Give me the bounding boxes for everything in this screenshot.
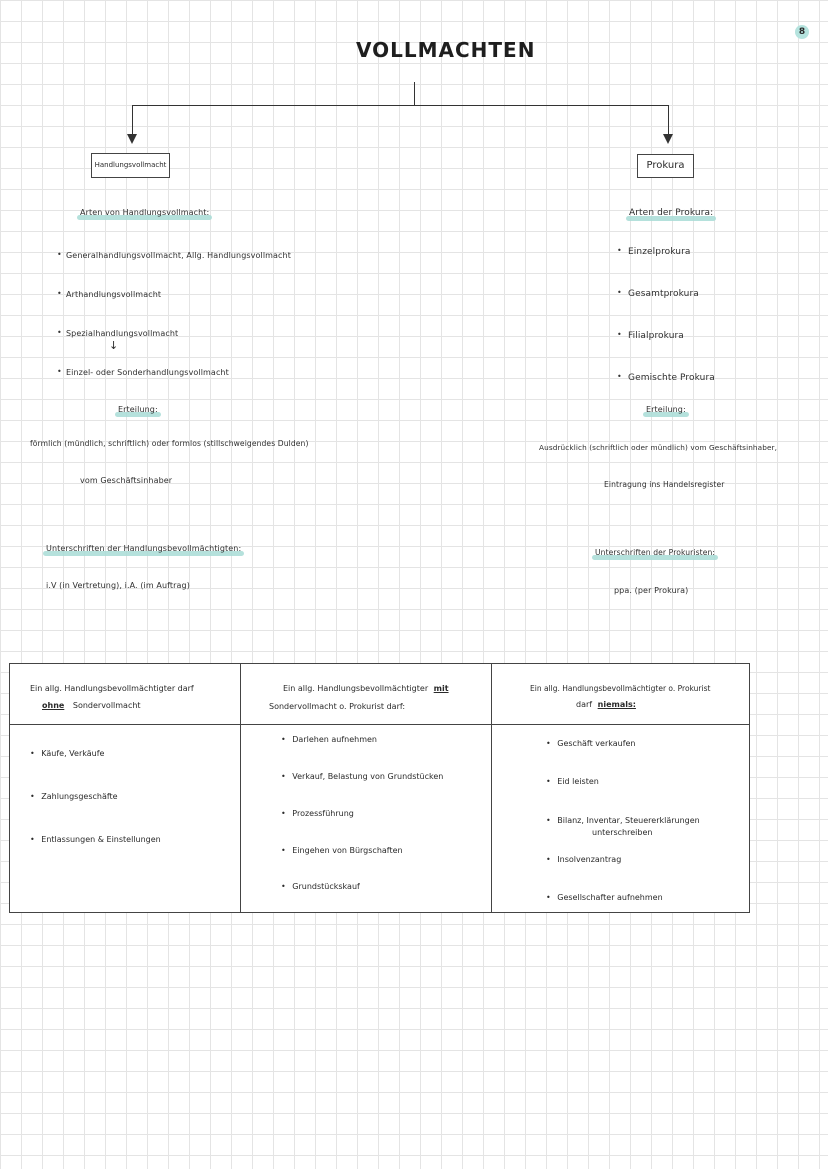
bullet-icon: • bbox=[57, 250, 62, 259]
bullet-icon: • bbox=[57, 289, 62, 298]
col2-body-cell bbox=[241, 725, 492, 913]
col2-header-mit: mit bbox=[433, 684, 449, 693]
handlungsvollmacht-label: Handlungsvollmacht bbox=[94, 161, 167, 169]
right-type-item: Einzelprokura bbox=[628, 247, 691, 257]
page-title: VOLLMACHTEN bbox=[356, 38, 536, 62]
table-header-cell bbox=[492, 664, 750, 725]
list-item: • Eid leisten bbox=[546, 777, 599, 786]
right-types-heading-text: Arten der Prokura: bbox=[629, 208, 714, 218]
left-erteilung-heading bbox=[118, 405, 158, 414]
col1-body-cell bbox=[10, 725, 241, 913]
list-item: • Darlehen aufnehmen bbox=[281, 735, 378, 744]
right-type-item: Gesamtprokura bbox=[628, 289, 699, 299]
branch-horizontal-line bbox=[132, 105, 669, 106]
list-item: • Verkauf, Belastung von Grundstücken bbox=[281, 772, 444, 781]
list-item: • Prozessführung bbox=[281, 809, 354, 818]
col2-header-line1 bbox=[283, 684, 449, 693]
right-erteilung-heading bbox=[646, 405, 686, 414]
list-item: • Bilanz, Inventar, Steuererklärungen bbox=[546, 816, 700, 825]
left-type-item: Arthandlungsvollmacht bbox=[66, 290, 162, 299]
handlungsvollmacht-box bbox=[91, 153, 170, 178]
left-type-item: Spezialhandlungsvollmacht bbox=[66, 329, 179, 338]
right-signature-heading-text: Unterschriften der Prokuristen: bbox=[595, 548, 716, 557]
left-signature-heading-text: Unterschriften der Handlungsbevollmächtigten: bbox=[46, 544, 242, 553]
left-types-heading bbox=[80, 208, 209, 217]
right-signature-heading bbox=[595, 548, 715, 557]
list-item: • Entlassungen & Einstellungen bbox=[30, 835, 161, 844]
authority-comparison-table bbox=[9, 663, 750, 913]
list-item-continuation: unterschreiben bbox=[592, 828, 653, 837]
col3-header-niemals: niemals: bbox=[597, 700, 636, 709]
left-type-item: Einzel- oder Sonderhandlungsvollmacht bbox=[66, 368, 229, 377]
bullet-icon: • bbox=[57, 367, 62, 376]
bullet-icon: • bbox=[617, 288, 622, 297]
title-stem-line bbox=[414, 82, 415, 106]
list-item: • Gesellschafter aufnehmen bbox=[546, 893, 663, 902]
right-type-item: Filialprokura bbox=[628, 331, 684, 341]
col1-header-line1: Ein allg. Handlungsbevollmächtigter darf bbox=[30, 684, 194, 693]
left-types-heading-text: Arten von Handlungsvollmacht: bbox=[80, 208, 210, 217]
left-erteilung-text: förmlich (mündlich, schriftlich) oder formlos (stillschweigendes Dulden) bbox=[30, 439, 309, 448]
left-type-item: Generalhandlungsvollmacht, Allg. Handlungsvollmacht bbox=[66, 251, 291, 260]
col1-header-rest: Sondervollmacht bbox=[72, 701, 141, 710]
bullet-icon: • bbox=[617, 330, 622, 339]
col1-header-ohne: ohne bbox=[42, 701, 65, 710]
right-erteilung-text: Ausdrücklich (schriftlich oder mündlich) vom Geschäftsinhaber, bbox=[539, 443, 778, 452]
right-branch-line bbox=[668, 105, 669, 135]
list-item: • Eingehen von Bürgschaften bbox=[281, 846, 403, 855]
list-item: • Zahlungsgeschäfte bbox=[30, 792, 118, 801]
right-type-item: Gemischte Prokura bbox=[628, 373, 715, 383]
prokura-label: Prokura bbox=[647, 155, 685, 176]
list-item: • Insolvenzantrag bbox=[546, 855, 622, 864]
prokura-box bbox=[637, 154, 694, 178]
bullet-icon: • bbox=[617, 372, 622, 381]
col2-header-line2: Sondervollmacht o. Prokurist darf: bbox=[269, 702, 406, 711]
list-item: • Grundstückskauf bbox=[281, 882, 360, 891]
page-number-badge: 8 bbox=[795, 25, 809, 39]
left-erteilung-heading-text: Erteilung: bbox=[118, 405, 158, 414]
left-signature-heading bbox=[46, 544, 241, 553]
arrow-down-icon: ↓ bbox=[109, 339, 119, 352]
right-types-heading bbox=[629, 208, 713, 218]
table-body-row bbox=[10, 725, 750, 913]
col3-body-cell bbox=[492, 725, 750, 913]
right-erteilung-heading-text: Erteilung: bbox=[646, 405, 686, 414]
left-signature-text: i.V (in Vertretung), i.A. (im Auftrag) bbox=[46, 581, 190, 590]
left-branch-line bbox=[132, 105, 133, 135]
col3-header-line1: Ein allg. Handlungsbevollmächtigter o. Prokurist bbox=[530, 684, 711, 693]
col2-header-text: Ein allg. Handlungsbevollmächtigter bbox=[283, 684, 429, 693]
table-header-cell bbox=[241, 664, 492, 725]
list-item: • Geschäft verkaufen bbox=[546, 739, 636, 748]
col1-header-line2 bbox=[42, 701, 141, 710]
right-erteilung-register: Eintragung ins Handelsregister bbox=[604, 480, 725, 489]
table-header-row bbox=[10, 664, 750, 725]
arrow-down-icon bbox=[127, 134, 137, 144]
arrow-down-icon bbox=[663, 134, 673, 144]
bullet-icon: • bbox=[57, 328, 62, 337]
col3-header-line2 bbox=[576, 700, 636, 709]
table-header-cell bbox=[10, 664, 241, 725]
col3-header-darf: darf bbox=[576, 700, 593, 709]
list-item: • Käufe, Verkäufe bbox=[30, 749, 105, 758]
left-erteilung-by: vom Geschäftsinhaber bbox=[80, 476, 173, 485]
right-signature-text: ppa. (per Prokura) bbox=[614, 586, 689, 595]
bullet-icon: • bbox=[617, 246, 622, 255]
